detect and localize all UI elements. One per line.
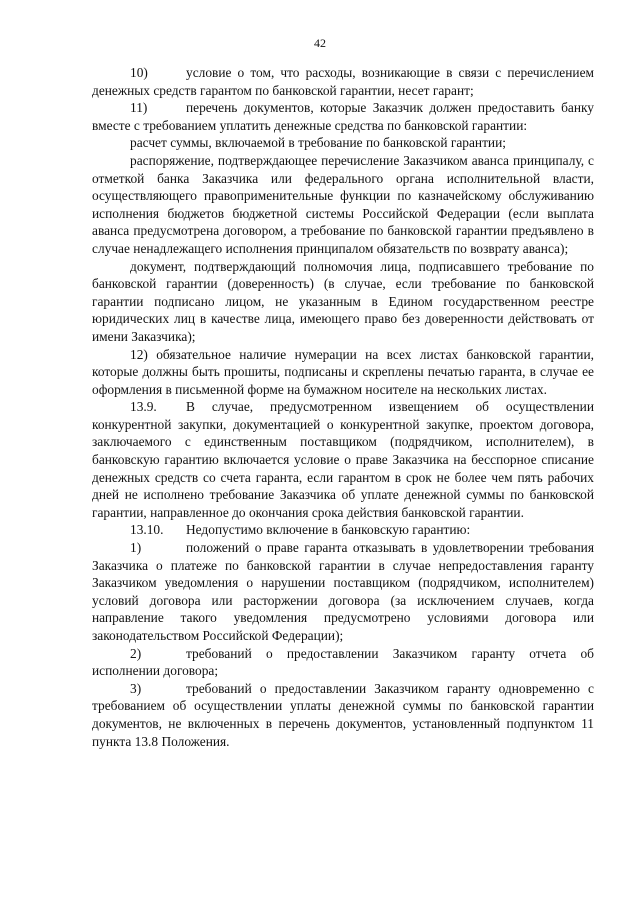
document-body [92,64,594,750]
paragraph-13-9 [92,398,594,521]
paragraph-doc: документ, подтверждающий полномочия лица, подписавшего требование по банковской гарантии (доверенность) (в случае, если требование по банковской гарантии подписано лицом, не указанным в Едином государственном реестре юридических лиц в качестве лица, имеющего право без доверенности действовать от имени Заказчика); [92,258,594,344]
paragraph-order: распоряжение, подтверждающее перечисление Заказчиком аванса принципалу, с отметкой банка Заказчика или федерального органа исполнительной власти, осуществляющего правоприменительные функции по казначейскому обслуживанию исполнения бюджетов бюджетной системы Российской Федерации (если выплата аванса предусмотрена договором, а требование по банковской гарантии предъявлено в случае ненадлежащего исполнения принципалом обязательств по возврату аванса); [92,152,594,256]
item-text: перечень документов, которые Заказчик должен предоставить банку вместе с требованием уплатить денежные средства по банковской гарантии: [92,100,594,133]
item-number: 11) [130,100,148,116]
paragraph-item-12: 12) обязательное наличие нумерации на всех листах банковской гарантии, которые должны быть прошиты, подписаны и скреплены печатью гаранта, в случае ее оформления в письменной форме на бумажном носителе на нескольких листах. [92,346,594,397]
paragraph-13-10 [92,521,594,539]
item-number: 13.10. [130,522,164,538]
item-number: 2) [130,645,142,661]
page-number: 42 [314,36,326,50]
item-text: условие о том, что расходы, возникающие в связи с перечислением денежных средств гарантом по банковской гарантии, несет гарант; [92,65,594,98]
paragraph-sub-1 [92,539,594,645]
item-number: 3) [130,680,142,696]
item-number: 13.9. [130,399,157,415]
item-text: В случае, предусмотренном извещением об осуществлении конкурентной закупки, документацией о конкурентной закупке, проектом договора, заключаемого с единственным поставщиком (подрядчиком, исполнителем), в банковскую гарантию включается условие о праве Заказчика на бесспорное списание денежных средств со счета гаранта, если гарантом в срок не более чем пять рабочих дней не исполнено требование Заказчика об уплате денежной суммы по банковской гарантии, направленное до окончания срока действия банковской гарантии. [92,399,594,520]
paragraph-calc: расчет суммы, включаемой в требование по банковской гарантии; [130,135,506,151]
item-number: 10) [130,65,148,80]
item-number: 1) [130,540,142,556]
paragraph-item-11 [92,99,594,134]
paragraph-sub-3 [92,680,594,750]
item-text: Недопустимо включение в банковскую гарантию: [186,522,471,538]
paragraph-sub-2 [92,645,594,680]
item-text: требований о предоставлении Заказчиком гаранту одновременно с требованием об осуществлении уплаты денежной суммы по банковской гарантии документов, не включенных в перечень документов, установленный подпунктом 11 пункта 13.8 Положения. [92,680,594,749]
paragraph-item-10 [92,64,594,99]
item-text: требований о предоставлении Заказчиком гаранту отчета об исполнении договора; [92,645,594,679]
item-text: положений о праве гаранта отказывать в удовлетворении требования Заказчика о платеже по банковской гарантии в случае непредоставления гаранту Заказчиком уведомления о нарушении поставщиком (подрядчиком, исполнителем) условий договора или расторжении договора (за исключением случаев, когда направление такого уведомления предусмотрено условиями договора или законодательством Российской Федерации); [92,540,594,643]
